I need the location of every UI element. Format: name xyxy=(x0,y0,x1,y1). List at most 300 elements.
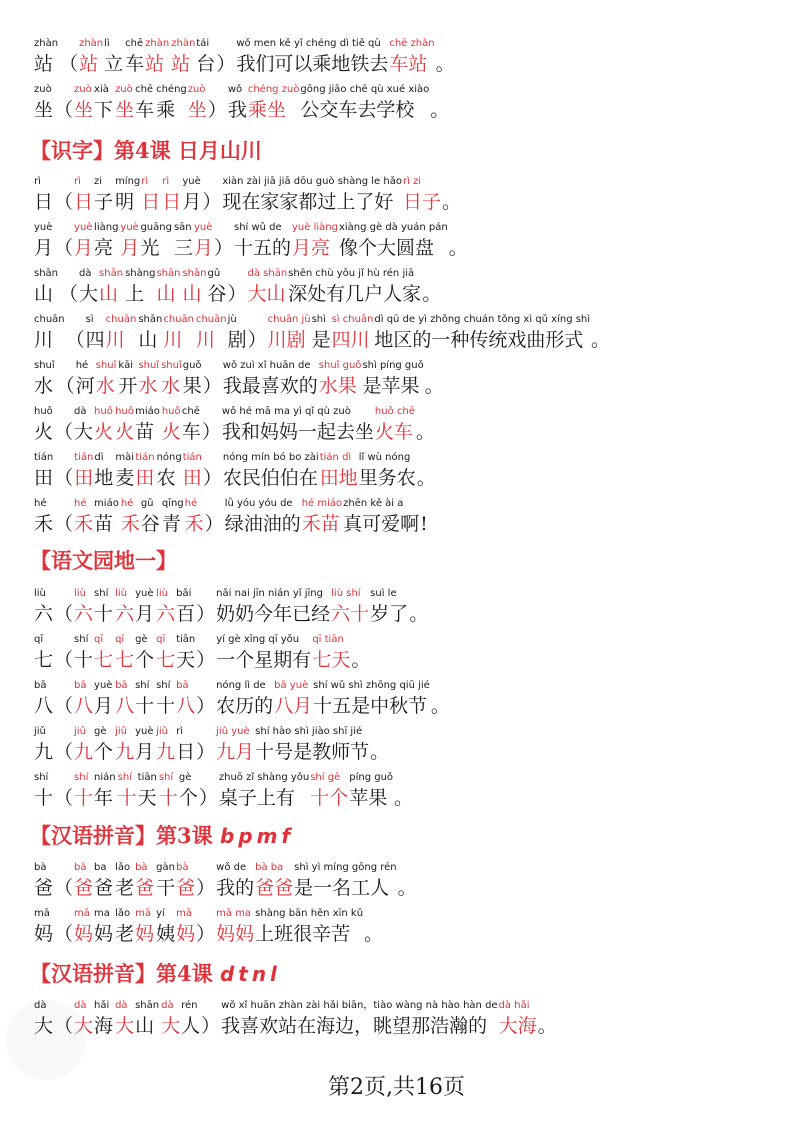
pinyin-text: bà xyxy=(34,862,47,873)
hanzi-text: 。 xyxy=(351,649,371,671)
hanzi-text: 山 xyxy=(138,329,158,351)
pinyin-text: xiàng gè dà yuán pán xyxy=(338,222,448,233)
hanzi-text: ） xyxy=(196,877,216,899)
hanzi-text: 水 xyxy=(95,375,115,397)
hanzi-text: ） xyxy=(216,53,236,75)
hanzi-text: 真可爱啊 xyxy=(343,513,420,535)
pinyin-text: tián xyxy=(182,452,202,463)
hanzi-text: 我的 xyxy=(216,877,255,899)
hanzi-text: 禾苗 xyxy=(301,513,340,535)
pinyin-text: ma xyxy=(94,908,110,919)
hanzi-text: 我最喜欢的 xyxy=(222,375,318,397)
heading-text: 【语文园地一】 xyxy=(30,548,177,573)
pinyin-text: qī xyxy=(94,634,104,645)
pinyin-text: huǒ chē xyxy=(374,406,415,417)
pinyin-text: ba xyxy=(94,862,107,873)
pinyin-text: zhàn xyxy=(34,38,59,49)
hanzi-text: 。 xyxy=(394,787,414,809)
hanzi-text: 田 xyxy=(135,467,155,489)
pinyin-text: hé xyxy=(75,360,89,371)
pinyin-text: hé xyxy=(184,498,198,509)
hanzi-text: 我和妈妈一起去坐 xyxy=(221,421,374,443)
pinyin-text: shuǐ xyxy=(34,360,55,371)
hanzi-text: ） xyxy=(201,1015,221,1037)
hanzi-text: （ xyxy=(54,99,74,121)
pinyin-text: wǒ hé mā ma yì qǐ qù zuò xyxy=(221,406,351,417)
pinyin-text: tái xyxy=(196,38,210,49)
pinyin-text: chuān xyxy=(105,314,137,325)
hanzi-text: 大 xyxy=(115,1015,135,1037)
pinyin-text: jiǔ xyxy=(74,726,86,737)
hanzi-text: 田 xyxy=(34,467,54,489)
pinyin-text: zuò xyxy=(187,84,206,95)
pinyin-text: shān xyxy=(99,268,124,279)
hanzi-text: 苗 xyxy=(135,421,155,443)
pinyin-text: chuān xyxy=(34,314,65,325)
hanzi-text: ） xyxy=(196,649,216,671)
hanzi-text: 个 xyxy=(94,741,114,763)
heading-pinyin-lesson-3 xyxy=(30,820,294,852)
pinyin-text: dà xyxy=(34,1000,47,1011)
hanzi-text: 地 xyxy=(94,467,114,489)
hanzi-text: 亮 xyxy=(94,237,114,259)
hanzi-text: 妈 xyxy=(135,923,155,945)
hanzi-text: 十 xyxy=(117,787,137,809)
hanzi-text: 火车 xyxy=(374,421,413,443)
hanzi-text: 月 xyxy=(94,695,114,717)
entry-ma xyxy=(0,908,793,954)
hanzi-text: 奶奶今年已经 xyxy=(216,603,331,625)
pinyin-text: liù xyxy=(34,588,46,599)
hanzi-text: 苗 xyxy=(94,513,114,535)
pinyin-text: chē xyxy=(135,84,154,95)
hanzi-text: ） xyxy=(227,283,247,305)
hanzi-text: 水 xyxy=(34,375,54,397)
hanzi-text: 九 xyxy=(156,741,176,763)
entry-da xyxy=(0,1000,793,1046)
pinyin-text: wǒ men kě yǐ chéng dì tiě qù xyxy=(236,38,381,49)
hanzi-text: 火 xyxy=(34,421,54,443)
entry-shan xyxy=(0,268,793,314)
hanzi-text: 乘坐 xyxy=(247,99,286,121)
pinyin-text: hé miáo xyxy=(301,498,343,509)
pinyin-text: nóng xyxy=(156,452,182,463)
hanzi-text: 八月 xyxy=(274,695,313,717)
hanzi-text: 妈 xyxy=(176,923,196,945)
hanzi-text: 干 xyxy=(156,877,176,899)
hanzi-text: 六十 xyxy=(331,603,370,625)
heading-chinese-garden xyxy=(30,545,177,577)
hanzi-text: 老 xyxy=(115,923,135,945)
hanzi-text: 月 xyxy=(135,741,155,763)
heading-letters: dtnl xyxy=(219,962,281,986)
pinyin-text: bā xyxy=(176,680,189,691)
hanzi-text: 川 xyxy=(34,329,54,351)
hanzi-text: 水 xyxy=(161,375,181,397)
hanzi-text: 人 xyxy=(181,1015,201,1037)
pinyin-text: shān xyxy=(156,268,181,279)
hanzi-text: 山 xyxy=(34,283,54,305)
pinyin-text: tiān xyxy=(176,634,196,645)
pinyin-text: xiàn zài jiā jiā dōu guò shàng le hǎo xyxy=(222,176,402,187)
hanzi-text: 火 xyxy=(94,421,114,443)
pinyin-text: sān xyxy=(173,222,192,233)
pinyin-text: liàng xyxy=(94,222,119,233)
pinyin-text: tián dì xyxy=(319,452,352,463)
pinyin-text: yuè xyxy=(182,176,201,187)
hanzi-text: 。 xyxy=(435,53,455,75)
entry-tian xyxy=(0,452,793,498)
hanzi-text: 站 xyxy=(79,53,99,75)
hanzi-text: 禾 xyxy=(74,513,94,535)
entry-liu xyxy=(0,588,793,634)
hanzi-text: 农 xyxy=(156,467,176,489)
pinyin-text: mā xyxy=(176,908,192,919)
pinyin-text: zhàn xyxy=(145,38,170,49)
pinyin-text: rì xyxy=(74,176,81,187)
hanzi-text: （ xyxy=(54,1015,74,1037)
hanzi-text: 八 xyxy=(115,695,135,717)
pinyin-text: xià xyxy=(94,84,109,95)
hanzi-text: 十 xyxy=(94,603,114,625)
pinyin-text: hé xyxy=(34,498,47,509)
hanzi-text: ） xyxy=(201,421,221,443)
hanzi-text: （ xyxy=(54,695,74,717)
pinyin-text: bà ba xyxy=(255,862,284,873)
hanzi-text: （ xyxy=(54,237,74,259)
pinyin-text: nǎi nai jīn nián yǐ jīng xyxy=(216,588,323,599)
pinyin-text: lǎo xyxy=(115,908,131,919)
pinyin-text: shān xyxy=(135,1000,160,1011)
pinyin-text: miáo xyxy=(135,406,160,417)
pinyin-text: liù xyxy=(115,588,127,599)
hanzi-text: 。 xyxy=(416,467,436,489)
hanzi-text: 河 xyxy=(75,375,95,397)
hanzi-text: 绿油油的 xyxy=(224,513,301,535)
hanzi-text: 深处有几户人家 xyxy=(288,283,422,305)
pinyin-text: mā xyxy=(74,908,90,919)
pinyin-text: jiǔ xyxy=(156,726,168,737)
hanzi-text: 九 xyxy=(115,741,135,763)
pinyin-text: shí hào shì jiào shī jié xyxy=(255,726,363,737)
pinyin-text: lǜ yóu yóu de xyxy=(224,498,293,509)
hanzi-text: 十号是教师节 xyxy=(255,741,370,763)
hanzi-text: 桌子上有 xyxy=(218,787,295,809)
entry-ba2 xyxy=(0,862,793,908)
pinyin-text: lǐ wù nóng xyxy=(358,452,411,463)
hanzi-text: 八 xyxy=(34,695,54,717)
pinyin-text: dà xyxy=(79,268,92,279)
pinyin-text: rén xyxy=(181,1000,198,1011)
hanzi-text: ） xyxy=(202,467,222,489)
pinyin-text: zhàn xyxy=(79,38,104,49)
hanzi-text: 大 xyxy=(74,421,94,443)
pinyin-text: chē xyxy=(181,406,200,417)
hanzi-text: ） xyxy=(202,375,222,397)
hanzi-text: 日 xyxy=(34,191,54,213)
pinyin-text: liù shí xyxy=(331,588,361,599)
hanzi-text: 十 xyxy=(158,787,178,809)
hanzi-text: 田 xyxy=(74,467,94,489)
hanzi-text: 。 xyxy=(448,237,468,259)
hanzi-text: 山 xyxy=(156,283,176,305)
pinyin-text: nián xyxy=(94,772,116,783)
pinyin-text: zi xyxy=(94,176,103,187)
pinyin-text: zuò xyxy=(34,84,52,95)
hanzi-text: 公交车去学校 xyxy=(300,99,415,121)
pinyin-text: yuè xyxy=(74,222,93,233)
pinyin-text: jù xyxy=(227,314,237,325)
pinyin-text: qī xyxy=(156,634,166,645)
hanzi-text: ! xyxy=(420,513,428,535)
hanzi-text: 是 xyxy=(311,329,331,351)
hanzi-text: 大 xyxy=(34,1015,54,1037)
hanzi-text: 川剧 xyxy=(267,329,306,351)
hanzi-text: 七 xyxy=(34,649,54,671)
pinyin-text: bà xyxy=(135,862,148,873)
pinyin-text: dì xyxy=(94,452,104,463)
hanzi-text: 立 xyxy=(104,53,124,75)
pinyin-text: yuè xyxy=(120,222,139,233)
hanzi-text: ） xyxy=(196,741,216,763)
pinyin-text: shàng bān hěn xīn kǔ xyxy=(255,908,364,919)
entry-shi xyxy=(0,772,793,818)
pinyin-text: kāi xyxy=(118,360,134,371)
hanzi-text: 里务农 xyxy=(358,467,416,489)
hanzi-text: 爸 xyxy=(176,877,196,899)
pinyin-text: hé xyxy=(120,498,134,509)
hanzi-text: 爸 xyxy=(94,877,114,899)
hanzi-text: 上 xyxy=(125,283,145,305)
hanzi-text: （ xyxy=(65,329,85,351)
hanzi-text: 山 xyxy=(135,1015,155,1037)
pinyin-text: shì píng guǒ xyxy=(362,360,424,371)
pinyin-text: rì xyxy=(176,726,183,737)
pinyin-text: zuò xyxy=(115,84,133,95)
hanzi-text: 个 xyxy=(135,649,155,671)
pinyin-text: shì yì míng gōng rén xyxy=(294,862,397,873)
hanzi-text: 六 xyxy=(156,603,176,625)
pinyin-text: yuè xyxy=(135,726,154,737)
pinyin-text: chuān jù xyxy=(267,314,311,325)
hanzi-text: ） xyxy=(202,191,222,213)
hanzi-text: 台 xyxy=(196,53,216,75)
hanzi-text: 现在家家都过上了好 xyxy=(222,191,394,213)
hanzi-text: 。 xyxy=(415,421,435,443)
heading-text: 【汉语拼音】第4课 xyxy=(30,961,220,986)
pinyin-text: zuò xyxy=(74,84,92,95)
pinyin-text: gè xyxy=(178,772,192,783)
pinyin-text: sì chuān xyxy=(331,314,374,325)
pinyin-text: shàng xyxy=(125,268,156,279)
pinyin-text: píng guǒ xyxy=(349,772,394,783)
entry-yue xyxy=(0,222,793,268)
hanzi-text: 我喜欢站在海边，眺望那浩瀚的 xyxy=(221,1015,488,1037)
hanzi-text: 光 xyxy=(140,237,160,259)
pinyin-text: dà shān xyxy=(247,268,288,279)
hanzi-text: 四 xyxy=(85,329,105,351)
pinyin-text: chéng xyxy=(156,84,187,95)
hanzi-text: 四川 xyxy=(331,329,370,351)
hanzi-text: 日 xyxy=(74,191,94,213)
pinyin-text: guǒ xyxy=(182,360,202,371)
pinyin-text: qī xyxy=(115,634,125,645)
pinyin-text: rì xyxy=(162,176,170,187)
hanzi-text: ） xyxy=(196,923,216,945)
pinyin-text: liù xyxy=(74,588,86,599)
pinyin-text: shān xyxy=(182,268,207,279)
pinyin-text: wǒ xǐ huān zhàn zài hǎi biān，tiào wàng nà hào hàn de xyxy=(221,1000,498,1011)
hanzi-text: 水 xyxy=(138,375,158,397)
hanzi-text: 日 xyxy=(176,741,196,763)
pinyin-text: tián xyxy=(74,452,94,463)
entry-he xyxy=(0,498,793,544)
hanzi-text: 农民伯伯在 xyxy=(222,467,318,489)
pinyin-text: bà xyxy=(176,862,189,873)
hanzi-text: 日 xyxy=(141,191,161,213)
pinyin-text: huǒ xyxy=(115,406,134,417)
hanzi-text: 六 xyxy=(74,603,94,625)
hanzi-text: ） xyxy=(207,99,227,121)
hanzi-text: 日子 xyxy=(402,191,441,213)
pinyin-text: yuè liàng xyxy=(292,222,338,233)
hanzi-text: （ xyxy=(55,375,75,397)
hanzi-text: 大海 xyxy=(498,1015,537,1037)
pinyin-text: jiǔ xyxy=(34,726,46,737)
heading-lesson-4-sun-moon xyxy=(30,135,262,167)
hanzi-text: 坐 xyxy=(187,99,207,121)
pinyin-text: rì xyxy=(34,176,41,187)
hanzi-text: 川 xyxy=(105,329,125,351)
hanzi-text: 。 xyxy=(430,695,450,717)
hanzi-text: 百 xyxy=(176,603,196,625)
pinyin-text: nóng lì de xyxy=(216,680,266,691)
hanzi-text: 川 xyxy=(195,329,215,351)
pinyin-text: chéng zuò xyxy=(247,84,300,95)
hanzi-text: （ xyxy=(54,421,74,443)
hanzi-text: 禾 xyxy=(120,513,140,535)
pinyin-text: sì xyxy=(85,314,94,325)
pinyin-text: nóng mín bó bo zài xyxy=(222,452,319,463)
hanzi-text: 苹果 xyxy=(349,787,388,809)
pinyin-text: yuè xyxy=(193,222,213,233)
hanzi-text: 大山 xyxy=(247,283,286,305)
hanzi-text: 十个 xyxy=(310,787,349,809)
pinyin-text: wǒ zuì xǐ huān de xyxy=(222,360,311,371)
hanzi-text: 大 xyxy=(79,283,99,305)
hanzi-text: 下 xyxy=(94,99,114,121)
hanzi-text: 九 xyxy=(34,741,54,763)
pinyin-text: shì xyxy=(311,314,326,325)
entry-shui xyxy=(0,360,793,406)
hanzi-text: （ xyxy=(59,53,79,75)
hanzi-text: 七天 xyxy=(312,649,351,671)
pinyin-text: shuǐ xyxy=(95,360,117,371)
hanzi-text: 八 xyxy=(176,695,196,717)
hanzi-text: 十五的 xyxy=(233,237,291,259)
pinyin-text: tián xyxy=(135,452,155,463)
pinyin-text: chuān xyxy=(195,314,227,325)
hanzi-text: 大 xyxy=(74,1015,94,1037)
pinyin-text: rì zi xyxy=(402,176,422,187)
entry-jiu xyxy=(0,726,793,772)
pinyin-text: shí xyxy=(94,588,109,599)
hanzi-text: 山 xyxy=(182,283,202,305)
pinyin-text: shēn chù yǒu jǐ hù rén jiā xyxy=(288,268,415,279)
hanzi-text: 六 xyxy=(34,603,54,625)
hanzi-text: 九月 xyxy=(216,741,255,763)
entry-qi xyxy=(0,634,793,680)
pinyin-text: shí xyxy=(74,772,89,783)
pinyin-text: bā xyxy=(74,680,87,691)
hanzi-text: 岁了 xyxy=(370,603,409,625)
hanzi-text: 十 xyxy=(74,649,94,671)
hanzi-text: 。 xyxy=(409,603,429,625)
pinyin-text: mài xyxy=(115,452,135,463)
hanzi-text: 妈妈 xyxy=(216,923,255,945)
hanzi-text: 月 xyxy=(182,191,202,213)
hanzi-text: 山 xyxy=(99,283,119,305)
hanzi-text: （ xyxy=(54,513,74,535)
pinyin-text: mā xyxy=(135,908,151,919)
hanzi-text: 是一名工人 xyxy=(294,877,390,899)
pinyin-text: zhuō zǐ shàng yǒu xyxy=(218,772,310,783)
pinyin-text: huǒ xyxy=(34,406,53,417)
hanzi-text: （ xyxy=(54,649,74,671)
pinyin-text: yí gè xīng qī yǒu xyxy=(216,634,300,645)
pinyin-text: mā xyxy=(34,908,50,919)
hanzi-text: 月 xyxy=(120,237,140,259)
pinyin-text: shuǐ xyxy=(161,360,182,371)
pinyin-text: qīng xyxy=(161,498,184,509)
hanzi-text: 上班很辛苦 xyxy=(255,923,351,945)
hanzi-text: 谷 xyxy=(140,513,160,535)
heading-pinyin-lesson-4 xyxy=(30,958,281,990)
hanzi-text: 田 xyxy=(182,467,202,489)
hanzi-text: 九 xyxy=(74,741,94,763)
pinyin-text: dà xyxy=(74,1000,87,1011)
hanzi-text: 。 xyxy=(424,375,444,397)
pinyin-text: chē xyxy=(125,38,144,49)
entry-huo xyxy=(0,406,793,452)
pinyin-text: shí gè xyxy=(310,772,341,783)
hanzi-text: 爸 xyxy=(34,877,54,899)
hanzi-text: 站 xyxy=(145,53,165,75)
pinyin-text: guāng xyxy=(140,222,172,233)
pinyin-text: dà xyxy=(74,406,87,417)
pinyin-text: wǒ xyxy=(227,84,243,95)
hanzi-text: 车 xyxy=(181,421,201,443)
hanzi-text: 六 xyxy=(115,603,135,625)
hanzi-text: 坐 xyxy=(115,99,135,121)
hanzi-text: 。 xyxy=(370,741,390,763)
hanzi-text: 乘 xyxy=(156,99,176,121)
pinyin-text: yuè xyxy=(34,222,53,233)
pinyin-text: shuǐ guǒ xyxy=(318,360,362,371)
pinyin-text: bǎi xyxy=(176,588,192,599)
hanzi-text: ） xyxy=(196,695,216,717)
hanzi-text: 大 xyxy=(161,1015,181,1037)
hanzi-text: 天 xyxy=(137,787,157,809)
pinyin-text: wǒ de xyxy=(216,862,247,873)
pinyin-text: dà hǎi xyxy=(498,1000,530,1011)
hanzi-text: 明 xyxy=(115,191,135,213)
pinyin-text: mā ma xyxy=(216,908,252,919)
pinyin-text: gōng jiāo chē qù xué xiào xyxy=(300,84,430,95)
hanzi-text: ） xyxy=(213,237,233,259)
hanzi-text: 。 xyxy=(422,283,442,305)
pinyin-text: shí xyxy=(117,772,132,783)
